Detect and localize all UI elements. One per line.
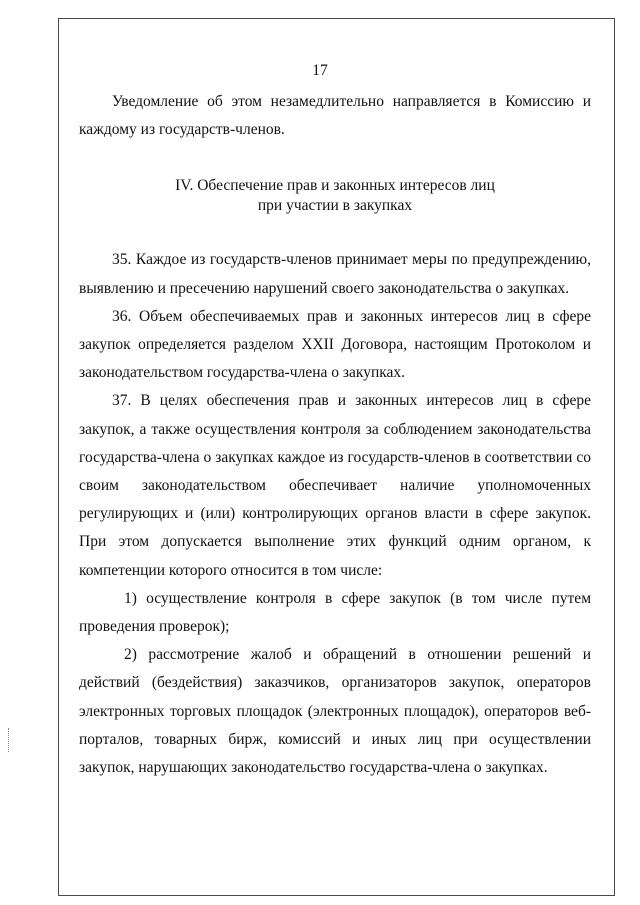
paragraph-35: 35. Каждое из государств-членов принимает меры по предупреждению, выявлению и пресечению нарушений своего законодательства о закупках. bbox=[79, 251, 591, 297]
paragraph-36: 36. Объем обеспечиваемых прав и законных интересов лиц в сфере закупок определяется разделом XXII Договора, настоящим Протоколом и законодательством государства-члена о закупках. bbox=[79, 307, 591, 382]
section-heading-line-2: при участии в закупках bbox=[257, 197, 413, 215]
document-body bbox=[79, 88, 591, 782]
intro-paragraph: Уведомление об этом незамедлительно направляется в Комиссию и каждому из государств-членов. bbox=[79, 93, 591, 139]
subitem-2: 2) рассмотрение жалоб и обращений в отношении решений и действий (бездействия) заказчиков, организаторов закупок, операторов электронных торговых площадок (электронных площадок), операторов веб-порталов, товарных бирж, комиссий и иных лиц при осуществлении закупок, нарушающих законодательство государства-члена о закупках. bbox=[79, 646, 591, 777]
paragraph-37: 37. В целях обеспечения прав и законных интересов лиц в сфере закупок, а также осуществления контроля за соблюдением законодательства государства-члена о закупках каждое из государств-членов в соответствии со своим законодательством обеспечивает наличие уполномоченных регулирующих и (или) контролирующих органов власти в сфере закупок. При этом допускается выполнение этих функций одним органом, к компетенции которого относится в том числе: bbox=[79, 392, 591, 579]
page-number: 17 bbox=[312, 62, 328, 79]
section-heading bbox=[79, 176, 591, 216]
section-heading-line-1: IV. Обеспечение прав и законных интересов лиц bbox=[175, 177, 495, 195]
subitem-1: 1) осуществление контроля в сфере закупок (в том числе путем проведения проверок); bbox=[79, 589, 591, 636]
scan-artifact bbox=[8, 728, 10, 752]
